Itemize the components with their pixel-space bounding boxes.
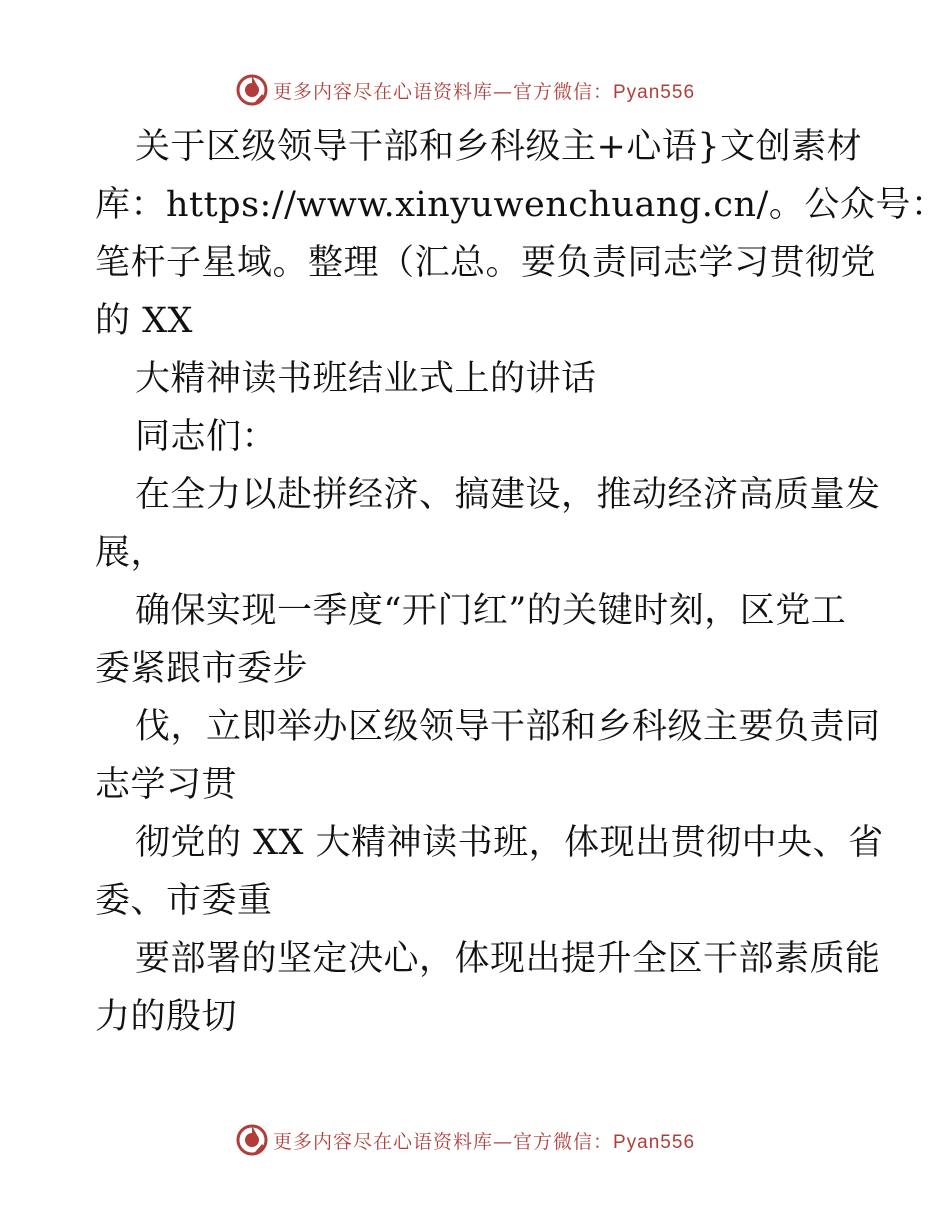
doc-line: 的 XX — [95, 301, 193, 341]
doc-line: 伐，立即举办区级领导干部和乡科级主要负责同 — [135, 707, 881, 747]
header-watermark — [0, 70, 950, 110]
document-body — [95, 118, 947, 1046]
doc-salutation: 同志们： — [135, 417, 278, 457]
watermark-label: 更多内容尽在心语资料库—官方微信： — [272, 1130, 613, 1153]
doc-line: 确保实现一季度“开门红”的关键时刻，区党工 — [135, 591, 847, 631]
doc-line: 在全力以赴拼经济、搞建设，推动经济高质量发 — [135, 475, 881, 515]
doc-title-line: 大精神读书班结业式上的讲话 — [135, 359, 597, 399]
doc-line: 委、市委重 — [95, 881, 273, 921]
doc-line: 志学习贯 — [95, 765, 238, 805]
footer-watermark — [0, 1120, 950, 1160]
watermark-handle: Pyan556 — [613, 1131, 696, 1153]
doc-line: 彻党的 XX 大精神读书班，体现出贯彻中央、省 — [135, 823, 884, 863]
watermark-text — [273, 77, 695, 104]
doc-line: 委紧跟市委步 — [95, 649, 309, 689]
logo-icon — [235, 1123, 269, 1157]
watermark-label: 更多内容尽在心语资料库—官方微信： — [272, 80, 613, 103]
watermark-handle: Pyan556 — [613, 81, 696, 103]
logo-icon — [235, 73, 269, 107]
watermark-text — [273, 1127, 695, 1154]
doc-line: 关于区级领导干部和乡科级主+心语}文创素材 — [135, 127, 863, 167]
doc-line: 力的殷切 — [95, 997, 238, 1037]
doc-line: 展， — [95, 533, 167, 573]
doc-line: 笔杆子星域。整理（汇总。要负责同志学习贯彻党 — [95, 243, 877, 283]
doc-line: 要部署的坚定决心，体现出提升全区干部素质能 — [135, 939, 881, 979]
doc-line: 库：https://www.xinyuwenchuang.cn/。公众号： — [95, 185, 947, 225]
